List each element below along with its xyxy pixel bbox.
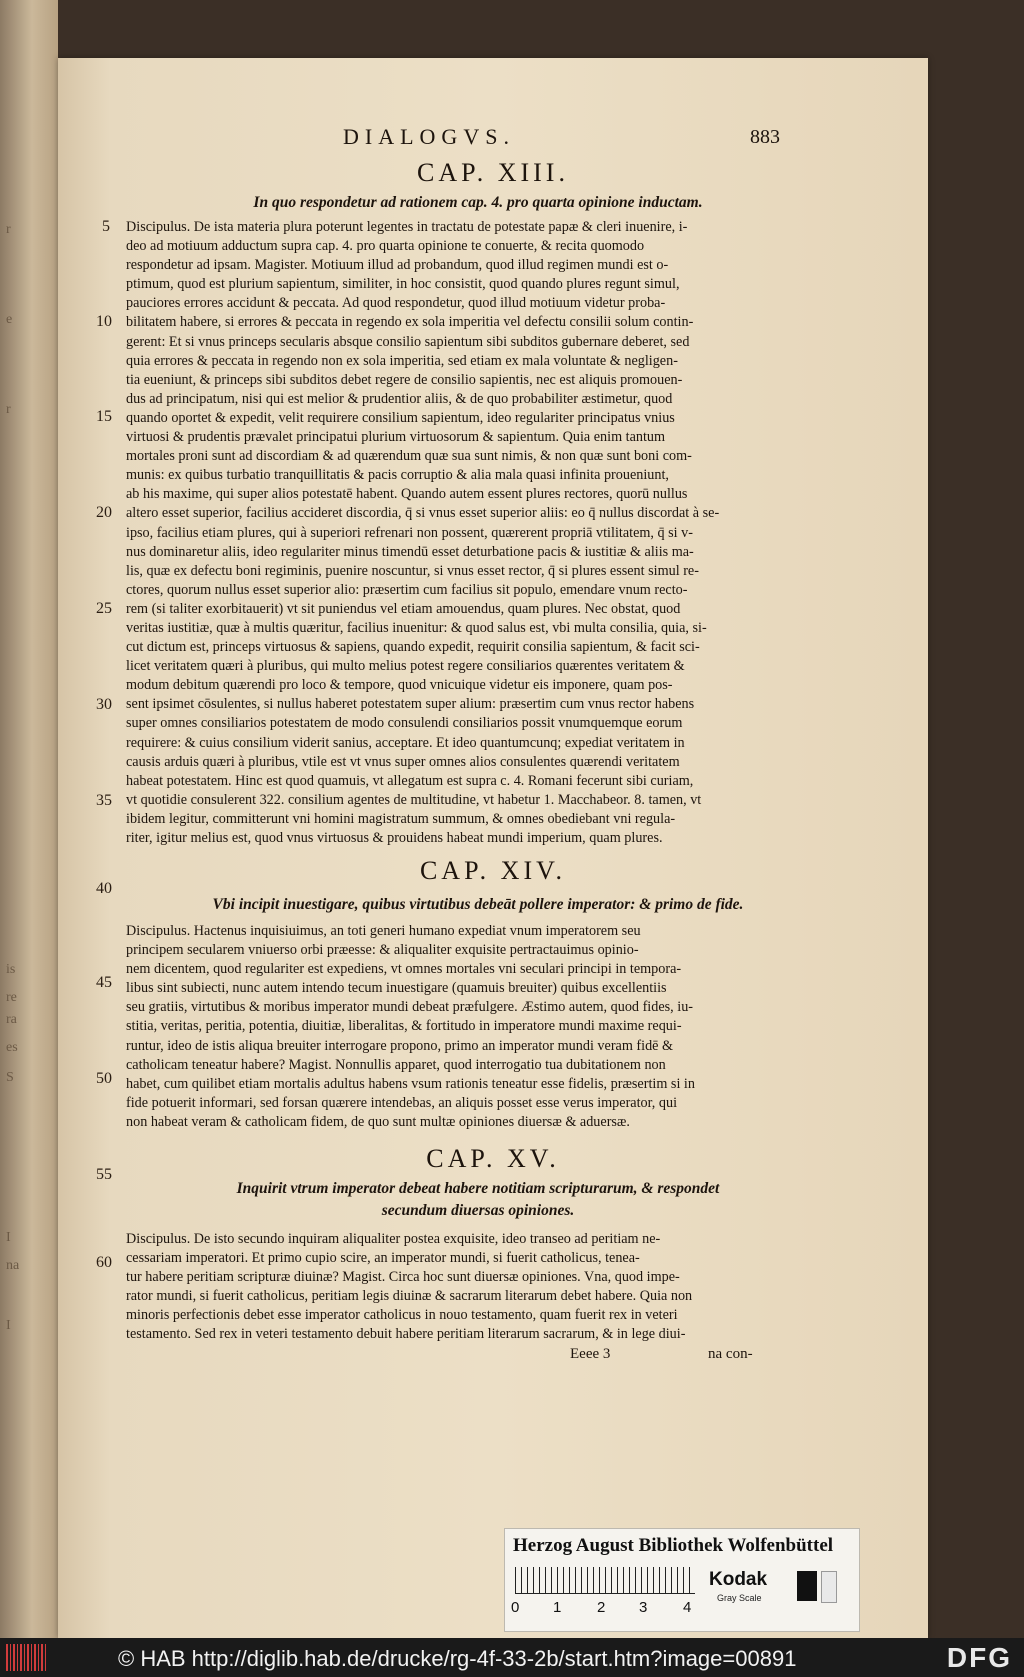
scale-number: 1 (553, 1599, 562, 1616)
adjacent-page-edge (0, 0, 58, 1638)
text-line: modum debitum quærendi pro loco & tempore, quod vnicuique videtur eis imponere, quam pos- (126, 677, 673, 694)
scale-number: 3 (639, 1599, 648, 1616)
library-name: Herzog August Bibliothek Wolfenbüttel (513, 1535, 834, 1556)
line-number: 20 (96, 504, 112, 521)
scale-number: 2 (597, 1599, 606, 1616)
text-line: Discipulus. De isto secundo inquiram aliqualiter postea exquisite, ideo transeo ad peritiam ne- (126, 1231, 661, 1247)
text-line: tur habere peritiam scripturæ diuinæ? Magist. Circa hoc sunt diuersæ opiniones. Vna, quod impe- (126, 1269, 680, 1286)
dfg-logo: DFG (946, 1642, 1012, 1673)
brand-label: Kodak (709, 1569, 768, 1590)
text-line: seu gratiis, virtutibus & moribus imperator mundi debeat præfulgere. Æstimo autem, quod fides, iu- (126, 999, 694, 1016)
text-line: catholicam teneatur habere? Magist. Nonnullis apparet, quod interrogatio tua dubitationem non (126, 1056, 666, 1073)
text-line: fide potuerit informari, sed forsan quærere intendebas, an aliquis posset esse verus imperator, qui (126, 1094, 678, 1111)
line-number: 40 (96, 880, 112, 897)
text-line: deo ad motiuum adductum supra cap. 4. pro quarta opinione te conuerte, & recita quomodo (126, 238, 645, 255)
chapter-heading: CAP. XIII. (417, 158, 569, 187)
text-line: ipso, facilius etiam plures, qui à superiori refrenari non possent, quærerent propriā vtilitatem, q̄ si v- (126, 524, 693, 541)
line-number: 30 (96, 696, 112, 713)
white-swatch (821, 1571, 837, 1603)
chapter-summary: In quo respondetur ad rationem cap. 4. pro quarta opinione inductam. (253, 194, 703, 211)
line-number: 50 (96, 1070, 112, 1087)
chapter-summary: Vbi incipit inuestigare, quibus virtutibus debeāt pollere imperator: & primo de fide. (212, 896, 744, 913)
source-credit[interactable]: © HAB http://diglib.hab.de/drucke/rg-4f-33-2b/start.htm?image=00891 (118, 1646, 797, 1671)
footer-bar (0, 1638, 1024, 1677)
chapter-summary: Inquirit vtrum imperator debeat habere notitiam scripturarum, & respondet (236, 1180, 720, 1197)
text-line: gerent: Et si vnus princeps secularis absque consilio sapientum sibi subditos gubernare deberet, sed (126, 333, 690, 350)
text-line: mortales proni sunt ad discordiam & ad quærendum quæ sua sunt nimis, & non quæ sunt boni com- (126, 448, 692, 465)
color-reference-card (504, 1528, 860, 1632)
text-line: cessariam imperatori. Et primo cupio scire, an imperator mundi, si fuerit catholicus, tenea- (126, 1250, 640, 1267)
line-number: 45 (96, 974, 112, 991)
edge-mark: es (6, 1040, 18, 1055)
text-line: super omnes consiliarios potestatem de modo consulendi consiliarios possit vnumquemque eorum (126, 715, 683, 732)
line-number: 55 (96, 1166, 112, 1183)
text-line: libus sint subiecti, nunc autem intendo tecum inuestigare (quamuis breuiter) quibus excellentiis (126, 980, 667, 997)
folio-number: 883 (750, 126, 780, 148)
scale-number: 4 (683, 1599, 692, 1616)
text-line: rem (si taliter exorbitauerit) vt sit puniendus vel etiam amouendus, quam plures. Nec obstat, quod (126, 600, 681, 617)
black-swatch (797, 1571, 817, 1601)
line-number: 15 (96, 408, 112, 425)
edge-mark: I (6, 1318, 11, 1333)
chapter-text (126, 922, 836, 1132)
text-line: vt quotidie consulerent 322. consilium agentes de multitudine, vt habetur 1. Macchabeor. 8. tamen, vt (126, 791, 702, 808)
text-line: sent ipsimet cōsulentes, si nullus haberet potestatem super alium: præsertim cum vnus rector habens (126, 696, 695, 713)
text-line: nem dicentem, quod regulariter est expediens, vt omnes mortales vni seculari principi in tempora- (126, 961, 682, 978)
text-line: minoris perfectionis debet esse imperator catholicus in nouo testamento, quam fuerit rex in veteri (126, 1307, 678, 1324)
text-line: respondetur ad ipsam. Magister. Motiuum illud ad probandum, quod illud regimen mundi est o- (126, 257, 669, 274)
text-line: tia eueniunt, & princeps sibi subditos debet regere de consilio sapientis, nec est aliquis promouen- (126, 371, 683, 388)
text-line: cut dictum est, princeps virtuosus & sapiens, quando expedit, requirit consilia sapientum, & facit sci- (126, 639, 700, 656)
text-line: Discipulus. Hactenus inquisiuimus, an toti generi humano expediat vnum imperatorem seu (126, 923, 641, 939)
text-line: virtuosi & prudentis prævalet principatui plurium virtuosorum & sapientum. Quia enim tantum (126, 429, 666, 446)
edge-mark: ra (6, 1012, 17, 1027)
running-head: DIALOGVS. (343, 124, 515, 149)
catchword: na con- (708, 1346, 753, 1362)
scale-ruler (515, 1567, 695, 1594)
book-page (58, 58, 928, 1638)
line-number: 35 (96, 792, 112, 809)
line-number: 10 (96, 313, 112, 330)
edge-mark: I (6, 1230, 11, 1245)
text-line: Discipulus. De ista materia plura poterunt legentes in tractatu de potestate papæ & cleri inuenire, i- (126, 219, 688, 235)
text-line: altero esset superior, facilius accideret discordia, q̄ si vnus esset superior aliis: eo q̄ nullus discordat à se- (126, 505, 720, 522)
barcode-icon (6, 1644, 46, 1671)
text-line: ctores, quorum nullus esset superior alio: præsertim cum facilius sit populo, emendare vnum recto- (126, 581, 688, 598)
chapter-text (126, 218, 836, 848)
chapter-heading: CAP. XV. (426, 1144, 560, 1173)
text-line: nus dominaretur aliis, ideo regulariter minus timendū esset deturbatione pacis & iustitiæ & aliis ma- (126, 543, 694, 560)
text-line: bilitatem habere, si errores & peccata in regendo ex sola imperitia vel defectu consilii solum contin- (126, 314, 694, 331)
gray-scale-label: Gray Scale (717, 1593, 762, 1603)
text-line: lis, quæ ex defectu boni regiminis, puenire noscuntur, si vnus esset rector, q̄ si plures essent simul re- (126, 562, 699, 579)
text-line: licet veritatem quæri à pluribus, qui multo melius potest regere consiliarios quærentes veritatem & (126, 658, 685, 675)
edge-mark: r (6, 402, 11, 417)
text-line: runtur, ideo de istis aliqua breuiter interrogare propono, primo an imperator mundi veram fidē & (126, 1037, 674, 1054)
text-line: dus ad principatum, nisi qui est melior & prudentior aliis, & de quo probabiliter æstimetur, quod (126, 390, 673, 407)
text-line: causis arduis quæri à pluribus, vtile est vt vnus super omnes alios consulentes quærendi veritatem (126, 753, 680, 770)
text-line: requirere: & cuius consilium viderit sanius, acceptare. Et ideo quantumcunq; expediat veritatem in (126, 734, 685, 751)
edge-mark: e (6, 312, 13, 327)
text-line: quia errores & peccata in regendo non ex sola imperitia, sed etiam ex mala voluntate & negligen- (126, 352, 678, 369)
signature-mark: Eeee 3 (570, 1346, 611, 1362)
text-line: veritas iustitiæ, quæ à multis quæritur, facilius inuenitur: & quod salus est, vbi multa consilia, quia, si- (126, 619, 707, 636)
text-line: pauciores errores accidunt & peccata. Ad quod respondetur, quod illud motiuum videtur proba- (126, 295, 666, 312)
text-line: munis: ex quibus turbatio tranquillitatis & pacis corruptio & alia mala quasi infinita proueniunt, (126, 467, 669, 484)
text-line: habet, cum quilibet etiam mortalis adultus habens vsum rationis teneatur esse fidelis, præsertim si in (126, 1075, 695, 1092)
text-line: ab his maxime, qui super alios potestatē habent. Quando autem essent plures rectores, quorū nullus (126, 486, 688, 503)
text-line: principem secularem vniuerso orbi præesse: & aliqualiter exquisite pertractauimus opinio- (126, 942, 639, 959)
edge-mark: na (6, 1258, 20, 1273)
text-line: non habeat veram & catholicam fidem, de quo sunt multæ opiniones diuersæ & aduersæ. (126, 1113, 630, 1130)
text-line: rator mundi, si fuerit catholicus, peritiam legis diuinæ & sacrarum literarum debet habere. Quia non (126, 1288, 693, 1305)
line-number: 60 (96, 1254, 112, 1271)
scale-number: 0 (511, 1599, 520, 1616)
text-line: ibidem legitur, committerunt vni homini magistratum summum, & omnes obediebant vni regula- (126, 810, 676, 827)
chapter-heading: CAP. XIV. (419, 856, 567, 885)
chapter-text (126, 1230, 836, 1345)
chapter-summary: secundum diuersas opiniones. (381, 1202, 575, 1219)
edge-mark: S (6, 1070, 14, 1085)
text-line: quando oportet & expedit, velit requirere consilium sapientum, ideo regulariter principatus vnius (126, 409, 675, 426)
edge-mark: r (6, 222, 11, 237)
text-line: testamento. Sed rex in veteri testamento debuit habere peritiam literarum sacrarum, & in lege diui- (126, 1326, 686, 1343)
line-number: 5 (102, 218, 110, 235)
text-line: riter, igitur melius est, quod vnus virtuosus & prouidens habeat mundi imperium, quam plures. (126, 830, 663, 846)
text-line: stitia, veritas, peritia, potentia, diuitiæ, liberalitas, & fortitudo in imperatore mundi maxime requi- (126, 1018, 682, 1035)
line-number: 25 (96, 600, 112, 617)
text-line: habeat potestatem. Hinc est quod quamuis, vt allegatum est supra c. 4. Romani fecerunt sibi curiam, (126, 772, 694, 789)
edge-mark: is (6, 962, 16, 977)
edge-mark: re (6, 990, 17, 1005)
text-line: ptimum, quod est plurium sapientum, similiter, in hoc consistit, quod quando plures regunt simul, (126, 276, 680, 293)
